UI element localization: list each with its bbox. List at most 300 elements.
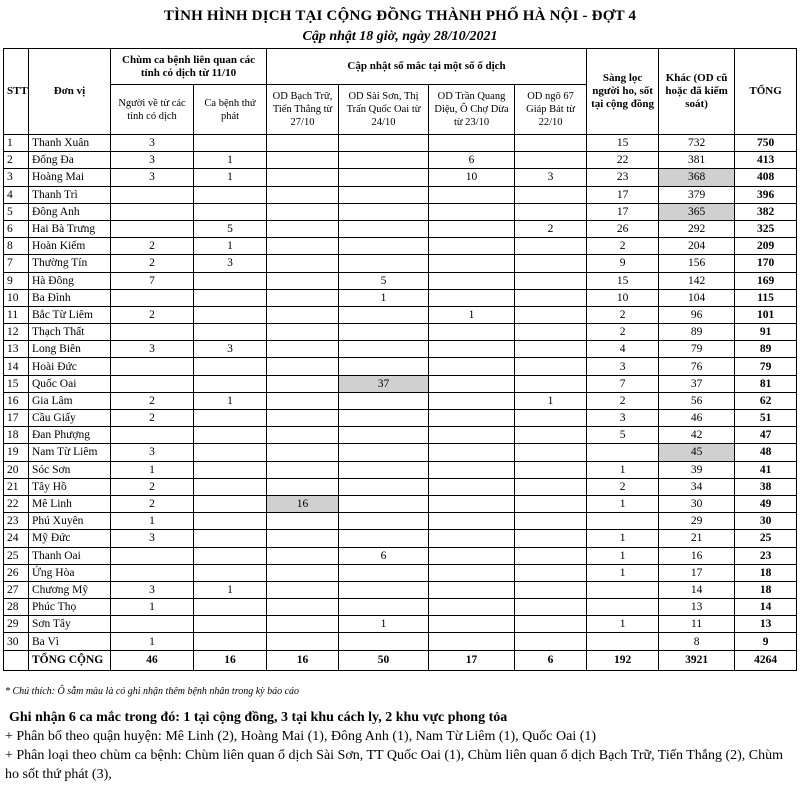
row-stt: 19 — [4, 444, 29, 461]
total-c2: 16 — [194, 650, 267, 670]
row-c7: 2 — [587, 392, 659, 409]
row-c3 — [267, 633, 339, 650]
table-row — [4, 392, 797, 409]
row-c5 — [429, 444, 515, 461]
row-c1: 2 — [111, 238, 194, 255]
row-stt: 6 — [4, 220, 29, 237]
row-c4: 5 — [339, 272, 429, 289]
row-c1: 2 — [111, 410, 194, 427]
table-row — [4, 530, 797, 547]
row-unit: Phúc Thọ — [29, 599, 111, 616]
row-c5 — [429, 564, 515, 581]
row-c7: 2 — [587, 324, 659, 341]
row-c6 — [515, 255, 587, 272]
table-row — [4, 289, 797, 306]
row-c3 — [267, 186, 339, 203]
row-unit: Nam Từ Liêm — [29, 444, 111, 461]
table-row — [4, 444, 797, 461]
row-stt: 1 — [4, 135, 29, 152]
row-c7 — [587, 599, 659, 616]
total-grand: 4264 — [735, 650, 797, 670]
row-total: 18 — [735, 564, 797, 581]
row-c1 — [111, 427, 194, 444]
row-c1: 3 — [111, 341, 194, 358]
row-c8: 29 — [659, 513, 735, 530]
row-c6 — [515, 203, 587, 220]
table-row — [4, 633, 797, 650]
table-row — [4, 495, 797, 512]
row-c5 — [429, 324, 515, 341]
row-c6: 2 — [515, 220, 587, 237]
row-c4 — [339, 392, 429, 409]
row-c8: 37 — [659, 375, 735, 392]
row-total: 23 — [735, 547, 797, 564]
total-c8: 3921 — [659, 650, 735, 670]
row-c5 — [429, 220, 515, 237]
row-c4 — [339, 324, 429, 341]
row-stt: 7 — [4, 255, 29, 272]
row-c3 — [267, 513, 339, 530]
total-c4: 50 — [339, 650, 429, 670]
row-c8: 8 — [659, 633, 735, 650]
row-stt: 27 — [4, 581, 29, 598]
row-c3 — [267, 427, 339, 444]
row-c7: 26 — [587, 220, 659, 237]
row-total: 13 — [735, 616, 797, 633]
row-c5 — [429, 581, 515, 598]
row-stt: 29 — [4, 616, 29, 633]
row-c4 — [339, 220, 429, 237]
header-secondary: Ca bệnh thứ phát — [194, 85, 267, 135]
row-unit: Thạch Thất — [29, 324, 111, 341]
row-c2: 5 — [194, 220, 267, 237]
row-c5 — [429, 461, 515, 478]
row-c4 — [339, 513, 429, 530]
row-c7: 2 — [587, 478, 659, 495]
row-total: 91 — [735, 324, 797, 341]
row-c2: 3 — [194, 255, 267, 272]
row-c7: 10 — [587, 289, 659, 306]
row-c1 — [111, 358, 194, 375]
row-c6 — [515, 461, 587, 478]
row-c2 — [194, 203, 267, 220]
row-unit: Quốc Oai — [29, 375, 111, 392]
row-c8: 39 — [659, 461, 735, 478]
row-c7: 1 — [587, 530, 659, 547]
row-c2 — [194, 306, 267, 323]
row-c3 — [267, 272, 339, 289]
row-c2: 3 — [194, 341, 267, 358]
table-row — [4, 203, 797, 220]
cases-table — [3, 48, 797, 671]
row-stt: 3 — [4, 169, 29, 186]
row-c8: 104 — [659, 289, 735, 306]
row-c6 — [515, 358, 587, 375]
row-c1 — [111, 324, 194, 341]
row-c4 — [339, 169, 429, 186]
row-c3: 16 — [267, 495, 339, 512]
row-c2 — [194, 375, 267, 392]
row-c6 — [515, 341, 587, 358]
row-c3 — [267, 564, 339, 581]
row-total: 51 — [735, 410, 797, 427]
row-c7: 1 — [587, 564, 659, 581]
row-unit: Đan Phượng — [29, 427, 111, 444]
row-c7: 15 — [587, 135, 659, 152]
row-unit: Long Biên — [29, 341, 111, 358]
row-c1: 3 — [111, 169, 194, 186]
row-total: 25 — [735, 530, 797, 547]
row-c1: 1 — [111, 599, 194, 616]
row-c6 — [515, 152, 587, 169]
row-c2 — [194, 135, 267, 152]
row-unit: Hoàn Kiếm — [29, 238, 111, 255]
row-unit: Đông Anh — [29, 203, 111, 220]
row-c8: 732 — [659, 135, 735, 152]
row-c2 — [194, 616, 267, 633]
row-stt: 17 — [4, 410, 29, 427]
row-c1 — [111, 375, 194, 392]
row-c4 — [339, 599, 429, 616]
table-row — [4, 238, 797, 255]
row-c6 — [515, 530, 587, 547]
row-c1: 1 — [111, 461, 194, 478]
row-stt: 2 — [4, 152, 29, 169]
row-c6 — [515, 135, 587, 152]
row-c3 — [267, 255, 339, 272]
row-c8: 56 — [659, 392, 735, 409]
row-c5 — [429, 272, 515, 289]
row-c4 — [339, 238, 429, 255]
row-c3 — [267, 289, 339, 306]
row-unit: Tây Hồ — [29, 478, 111, 495]
row-c4 — [339, 444, 429, 461]
row-stt: 20 — [4, 461, 29, 478]
header-stt: STT — [4, 49, 29, 135]
row-unit: Bắc Từ Liêm — [29, 306, 111, 323]
row-total: 48 — [735, 444, 797, 461]
row-unit: Mỹ Đức — [29, 530, 111, 547]
table-row — [4, 341, 797, 358]
row-c4 — [339, 530, 429, 547]
row-stt: 22 — [4, 495, 29, 512]
row-c2: 1 — [194, 152, 267, 169]
row-c6 — [515, 375, 587, 392]
row-stt: 28 — [4, 599, 29, 616]
row-c1 — [111, 186, 194, 203]
row-c6: 1 — [515, 392, 587, 409]
notes-headline: Ghi nhận 6 ca mắc trong đó: 1 tại cộng đồng, 3 tại khu cách ly, 2 khu vực phong tỏa — [9, 710, 508, 725]
row-c5 — [429, 599, 515, 616]
row-stt: 23 — [4, 513, 29, 530]
row-c6 — [515, 444, 587, 461]
row-c2 — [194, 547, 267, 564]
table-row — [4, 461, 797, 478]
row-c2: 1 — [194, 169, 267, 186]
row-c2 — [194, 410, 267, 427]
footnote: * Chú thích: Ô sẫm màu là có ghi nhận thêm bệnh nhân trong kỳ báo cáo — [5, 686, 300, 697]
row-c7 — [587, 633, 659, 650]
report-title: TÌNH HÌNH DỊCH TẠI CỘNG ĐỒNG THÀNH PHỐ HÀ NỘI - ĐỢT 4 — [163, 8, 637, 24]
row-unit: Gia Lâm — [29, 392, 111, 409]
row-total: 115 — [735, 289, 797, 306]
row-c7: 22 — [587, 152, 659, 169]
row-c6 — [515, 238, 587, 255]
row-c3 — [267, 599, 339, 616]
row-c6 — [515, 427, 587, 444]
row-stt: 10 — [4, 289, 29, 306]
totals-row — [4, 650, 797, 670]
row-c1: 2 — [111, 478, 194, 495]
row-total: 9 — [735, 633, 797, 650]
row-c8: 156 — [659, 255, 735, 272]
row-total: 14 — [735, 599, 797, 616]
row-c7: 1 — [587, 495, 659, 512]
notes-cluster-line: + Phân loại theo chùm ca bệnh: Chùm liên quan ổ dịch Sài Sơn, TT Quốc Oai (1), Chùm liên quan ổ dịch Bạch Trữ, Tiến Thắng (2), Chùm ho sốt thứ phát (3), — [5, 748, 784, 782]
table-row — [4, 410, 797, 427]
row-total: 62 — [735, 392, 797, 409]
row-c2 — [194, 513, 267, 530]
row-c4 — [339, 461, 429, 478]
row-c2 — [194, 427, 267, 444]
row-c2 — [194, 461, 267, 478]
row-c5 — [429, 495, 515, 512]
row-c3 — [267, 220, 339, 237]
table-row — [4, 581, 797, 598]
row-c2: 1 — [194, 581, 267, 598]
row-c1 — [111, 616, 194, 633]
row-c2 — [194, 186, 267, 203]
row-stt: 25 — [4, 547, 29, 564]
row-total: 41 — [735, 461, 797, 478]
row-c1 — [111, 564, 194, 581]
row-unit: Hà Đông — [29, 272, 111, 289]
row-total: 49 — [735, 495, 797, 512]
row-stt: 16 — [4, 392, 29, 409]
row-c4 — [339, 255, 429, 272]
row-c2 — [194, 289, 267, 306]
row-c1: 2 — [111, 306, 194, 323]
row-c1: 1 — [111, 633, 194, 650]
table-row — [4, 547, 797, 564]
row-unit: Thanh Xuân — [29, 135, 111, 152]
row-c3 — [267, 375, 339, 392]
row-c7: 3 — [587, 410, 659, 427]
row-c1: 1 — [111, 513, 194, 530]
total-c6: 6 — [515, 650, 587, 670]
row-c5 — [429, 633, 515, 650]
row-c8: 30 — [659, 495, 735, 512]
row-stt: 13 — [4, 341, 29, 358]
table-row — [4, 169, 797, 186]
row-unit: Ứng Hòa — [29, 564, 111, 581]
row-c1 — [111, 289, 194, 306]
row-c8: 96 — [659, 306, 735, 323]
row-c5: 1 — [429, 306, 515, 323]
row-c3 — [267, 203, 339, 220]
row-total: 413 — [735, 152, 797, 169]
table-row — [4, 616, 797, 633]
row-stt: 14 — [4, 358, 29, 375]
table-row — [4, 220, 797, 237]
table-row — [4, 186, 797, 203]
row-c5 — [429, 392, 515, 409]
row-c3 — [267, 461, 339, 478]
row-c2 — [194, 633, 267, 650]
row-c6 — [515, 289, 587, 306]
row-unit: Hoàng Mai — [29, 169, 111, 186]
row-total: 47 — [735, 427, 797, 444]
row-total: 396 — [735, 186, 797, 203]
row-c4 — [339, 633, 429, 650]
header-group-outbreaks: Cập nhật số mắc tại một số ổ dịch — [267, 49, 587, 85]
row-c5 — [429, 478, 515, 495]
header-unit: Đơn vị — [29, 49, 111, 135]
row-c2 — [194, 564, 267, 581]
row-c1: 3 — [111, 530, 194, 547]
row-unit: Hoài Đức — [29, 358, 111, 375]
row-c7: 23 — [587, 169, 659, 186]
row-total: 408 — [735, 169, 797, 186]
row-unit: Sóc Sơn — [29, 461, 111, 478]
row-c3 — [267, 547, 339, 564]
row-c2 — [194, 272, 267, 289]
row-c5: 6 — [429, 152, 515, 169]
row-c1: 2 — [111, 495, 194, 512]
row-unit: Thanh Trì — [29, 186, 111, 203]
row-total: 382 — [735, 203, 797, 220]
row-c7: 4 — [587, 341, 659, 358]
table-row — [4, 427, 797, 444]
row-stt: 12 — [4, 324, 29, 341]
row-c1: 3 — [111, 135, 194, 152]
row-c4 — [339, 358, 429, 375]
row-c1: 2 — [111, 392, 194, 409]
row-c4: 37 — [339, 375, 429, 392]
total-c5: 17 — [429, 650, 515, 670]
table-row — [4, 375, 797, 392]
row-unit: Cầu Giấy — [29, 410, 111, 427]
row-c4 — [339, 495, 429, 512]
row-c1: 2 — [111, 255, 194, 272]
row-c5 — [429, 427, 515, 444]
row-c6 — [515, 478, 587, 495]
row-c7: 2 — [587, 238, 659, 255]
row-c6 — [515, 581, 587, 598]
row-total: 170 — [735, 255, 797, 272]
row-c8: 11 — [659, 616, 735, 633]
row-c8: 34 — [659, 478, 735, 495]
row-c3 — [267, 152, 339, 169]
row-c4 — [339, 186, 429, 203]
row-c7: 7 — [587, 375, 659, 392]
row-stt: 21 — [4, 478, 29, 495]
row-c6 — [515, 513, 587, 530]
row-c4 — [339, 478, 429, 495]
row-stt: 8 — [4, 238, 29, 255]
row-c6 — [515, 633, 587, 650]
row-c3 — [267, 169, 339, 186]
row-c6 — [515, 272, 587, 289]
row-c4 — [339, 203, 429, 220]
row-c4 — [339, 341, 429, 358]
row-c7: 17 — [587, 186, 659, 203]
row-c5 — [429, 616, 515, 633]
row-c7: 2 — [587, 306, 659, 323]
row-c8: 45 — [659, 444, 735, 461]
row-stt: 18 — [4, 427, 29, 444]
header-od-sai-son: OD Sài Sơn, Thị Trấn Quốc Oai từ 24/10 — [339, 85, 429, 135]
row-stt: 4 — [4, 186, 29, 203]
row-c7: 1 — [587, 461, 659, 478]
header-other: Khác (OD cũ hoặc đã kiểm soát) — [659, 49, 735, 135]
row-c6 — [515, 616, 587, 633]
row-total: 79 — [735, 358, 797, 375]
row-stt: 15 — [4, 375, 29, 392]
row-c6: 3 — [515, 169, 587, 186]
row-c3 — [267, 135, 339, 152]
row-c5 — [429, 255, 515, 272]
row-unit: Phú Xuyên — [29, 513, 111, 530]
row-c8: 16 — [659, 547, 735, 564]
row-unit: Sơn Tây — [29, 616, 111, 633]
row-c7: 15 — [587, 272, 659, 289]
row-c3 — [267, 444, 339, 461]
row-c8: 46 — [659, 410, 735, 427]
row-c7 — [587, 513, 659, 530]
row-c7 — [587, 581, 659, 598]
row-c1: 3 — [111, 444, 194, 461]
table-row — [4, 513, 797, 530]
row-c4 — [339, 564, 429, 581]
row-c7: 17 — [587, 203, 659, 220]
table-row — [4, 599, 797, 616]
row-c8: 21 — [659, 530, 735, 547]
row-c7: 3 — [587, 358, 659, 375]
row-c8: 89 — [659, 324, 735, 341]
row-stt: 26 — [4, 564, 29, 581]
row-unit: Thường Tín — [29, 255, 111, 272]
row-unit: Đống Đa — [29, 152, 111, 169]
row-c3 — [267, 341, 339, 358]
table-row — [4, 324, 797, 341]
report-subtitle: Cập nhật 18 giờ, ngày 28/10/2021 — [302, 29, 498, 44]
row-c7: 1 — [587, 547, 659, 564]
row-total: 30 — [735, 513, 797, 530]
row-c8: 368 — [659, 169, 735, 186]
row-c3 — [267, 324, 339, 341]
row-c6 — [515, 324, 587, 341]
row-stt: 5 — [4, 203, 29, 220]
table-row — [4, 135, 797, 152]
row-c4 — [339, 152, 429, 169]
row-c2 — [194, 530, 267, 547]
row-c7: 1 — [587, 616, 659, 633]
row-c3 — [267, 530, 339, 547]
header-od-giap-bat: OD ngõ 67 Giáp Bát từ 22/10 — [515, 85, 587, 135]
row-c2 — [194, 358, 267, 375]
row-c8: 142 — [659, 272, 735, 289]
row-c8: 379 — [659, 186, 735, 203]
row-c4 — [339, 306, 429, 323]
row-stt: 11 — [4, 306, 29, 323]
row-c3 — [267, 358, 339, 375]
row-c6 — [515, 410, 587, 427]
row-total: 325 — [735, 220, 797, 237]
row-c4: 1 — [339, 616, 429, 633]
row-c1 — [111, 220, 194, 237]
table-row — [4, 358, 797, 375]
